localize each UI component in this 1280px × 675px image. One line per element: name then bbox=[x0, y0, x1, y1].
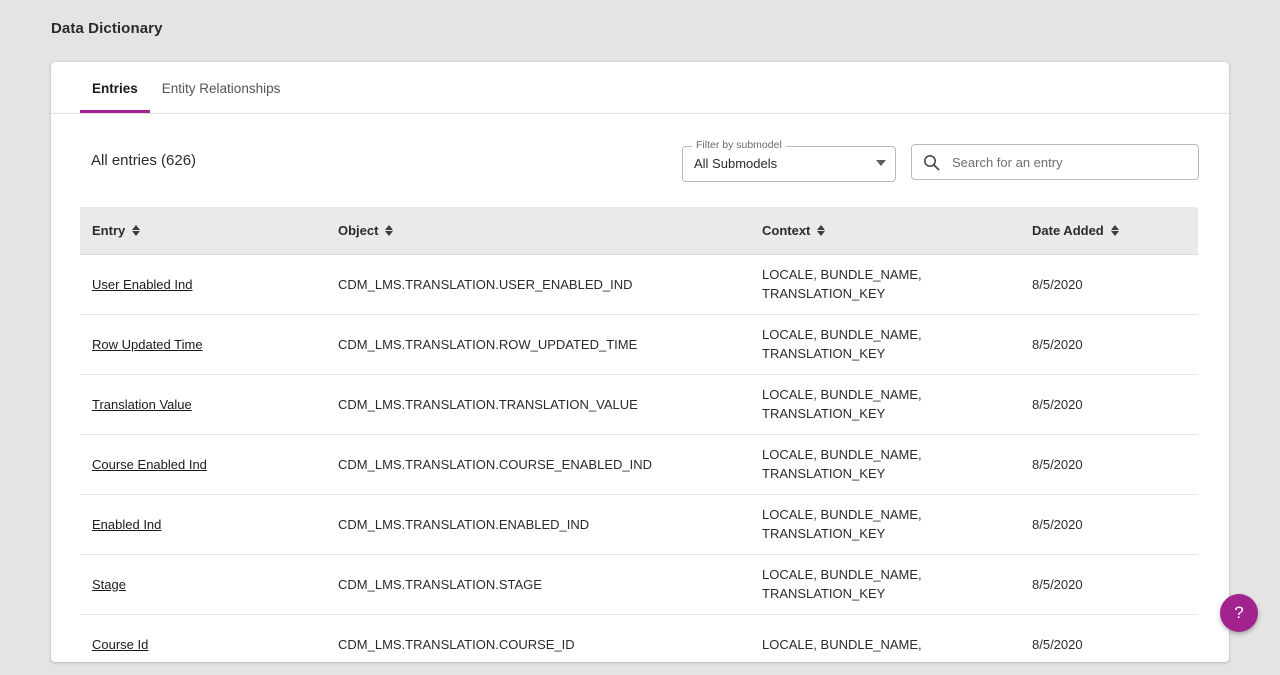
cell-date-added: 8/5/2020 bbox=[1020, 374, 1198, 434]
data-dictionary-card bbox=[51, 62, 1229, 662]
cell-context: LOCALE, BUNDLE_NAME, TRANSLATION_KEY bbox=[750, 554, 1020, 614]
column-header-object-label: Object bbox=[338, 222, 379, 238]
cell-date-added: 8/5/2020 bbox=[1020, 614, 1198, 674]
column-header-context-label: Context bbox=[762, 222, 811, 238]
table-body bbox=[80, 254, 1198, 674]
submodel-filter-value: All Submodels bbox=[694, 156, 778, 171]
page-title: Data Dictionary bbox=[51, 20, 163, 37]
cell-context: LOCALE, BUNDLE_NAME, TRANSLATION_KEY bbox=[750, 314, 1020, 374]
entry-link[interactable]: Translation Value bbox=[92, 396, 192, 412]
cell-context: LOCALE, BUNDLE_NAME, TRANSLATION_KEY bbox=[750, 494, 1020, 554]
cell-context: LOCALE, BUNDLE_NAME, TRANSLATION_KEY bbox=[750, 434, 1020, 494]
column-header-entry[interactable] bbox=[80, 207, 326, 254]
table-head bbox=[80, 207, 1198, 254]
search-container[interactable] bbox=[911, 144, 1199, 180]
search-input[interactable] bbox=[950, 145, 1190, 179]
entry-link[interactable]: User Enabled Ind bbox=[92, 276, 193, 292]
column-header-entry-label: Entry bbox=[92, 222, 126, 238]
cell-context: LOCALE, BUNDLE_NAME, bbox=[750, 614, 1020, 674]
cell-date-added: 8/5/2020 bbox=[1020, 554, 1198, 614]
cell-date-added: 8/5/2020 bbox=[1020, 254, 1198, 314]
entries-count-label: All entries (626) bbox=[91, 152, 197, 169]
table-row[interactable] bbox=[80, 314, 1198, 374]
table-header-row bbox=[80, 207, 1198, 254]
cell-entry bbox=[80, 554, 326, 614]
table-row[interactable] bbox=[80, 434, 1198, 494]
cell-object: CDM_LMS.TRANSLATION.COURSE_ID bbox=[326, 614, 750, 674]
entries-table-container[interactable] bbox=[80, 207, 1198, 662]
chevron-down-icon[interactable] bbox=[876, 160, 886, 166]
table-row[interactable] bbox=[80, 614, 1198, 674]
entry-link[interactable]: Row Updated Time bbox=[92, 336, 203, 352]
help-button[interactable]: ? bbox=[1220, 594, 1258, 632]
entry-link[interactable]: Course Enabled Ind bbox=[92, 456, 207, 472]
sort-arrows-icon[interactable] bbox=[385, 224, 394, 237]
cell-entry bbox=[80, 434, 326, 494]
cell-object: CDM_LMS.TRANSLATION.TRANSLATION_VALUE bbox=[326, 374, 750, 434]
table-row[interactable] bbox=[80, 374, 1198, 434]
cell-entry bbox=[80, 494, 326, 554]
cell-object: CDM_LMS.TRANSLATION.STAGE bbox=[326, 554, 750, 614]
cell-object: CDM_LMS.TRANSLATION.ROW_UPDATED_TIME bbox=[326, 314, 750, 374]
cell-context: LOCALE, BUNDLE_NAME, TRANSLATION_KEY bbox=[750, 254, 1020, 314]
cell-entry bbox=[80, 614, 326, 674]
table-row[interactable] bbox=[80, 494, 1198, 554]
cell-object: CDM_LMS.TRANSLATION.ENABLED_IND bbox=[326, 494, 750, 554]
cell-entry bbox=[80, 254, 326, 314]
cell-date-added: 8/5/2020 bbox=[1020, 434, 1198, 494]
entry-link[interactable]: Stage bbox=[92, 576, 126, 592]
sort-arrows-icon[interactable] bbox=[817, 224, 826, 237]
cell-context: LOCALE, BUNDLE_NAME, TRANSLATION_KEY bbox=[750, 374, 1020, 434]
tab-entries[interactable]: Entries bbox=[80, 62, 150, 111]
entry-link[interactable]: Course Id bbox=[92, 636, 149, 652]
entries-table bbox=[80, 207, 1198, 675]
column-header-object[interactable] bbox=[326, 207, 750, 254]
column-header-context[interactable] bbox=[750, 207, 1020, 254]
cell-date-added: 8/5/2020 bbox=[1020, 314, 1198, 374]
cell-entry bbox=[80, 374, 326, 434]
cell-object: CDM_LMS.TRANSLATION.USER_ENABLED_IND bbox=[326, 254, 750, 314]
cell-object: CDM_LMS.TRANSLATION.COURSE_ENABLED_IND bbox=[326, 434, 750, 494]
entry-link[interactable]: Enabled Ind bbox=[92, 516, 162, 532]
sort-arrows-icon[interactable] bbox=[1111, 224, 1120, 237]
table-row[interactable] bbox=[80, 254, 1198, 314]
submodel-filter-label: Filter by submodel bbox=[692, 139, 786, 151]
search-icon bbox=[923, 154, 940, 171]
table-row[interactable] bbox=[80, 554, 1198, 614]
column-header-date-added-label: Date Added bbox=[1032, 222, 1104, 238]
cell-entry bbox=[80, 314, 326, 374]
sort-arrows-icon[interactable] bbox=[132, 224, 141, 237]
tab-bar bbox=[51, 62, 1229, 114]
cell-date-added: 8/5/2020 bbox=[1020, 494, 1198, 554]
submodel-filter[interactable] bbox=[682, 139, 896, 182]
tab-entity-relationships[interactable]: Entity Relationships bbox=[150, 62, 293, 111]
column-header-date-added[interactable] bbox=[1020, 207, 1198, 254]
